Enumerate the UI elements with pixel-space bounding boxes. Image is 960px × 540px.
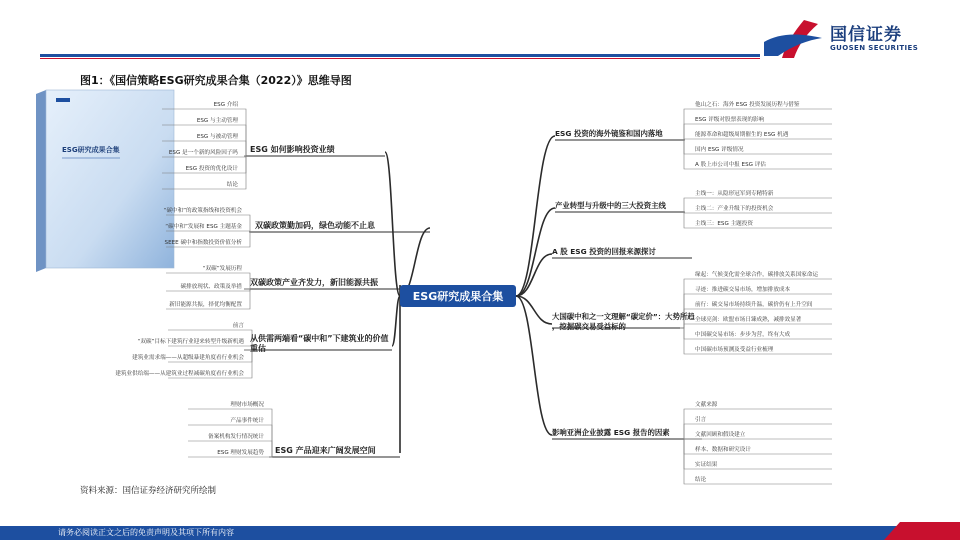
leaf-link-left-4-0 [266, 409, 272, 457]
leaf-right-4-4: 实证结果 [695, 462, 718, 468]
leaf-left-4-2: 备案机构发行情况统计 [208, 434, 264, 440]
connector-right-4 [516, 296, 552, 435]
leaf-left-0-0: ESG 介绍 [213, 102, 238, 108]
leaf-link-right-0-0 [684, 109, 692, 140]
brand-name-en: GUOSEN SECURITIES [830, 44, 919, 52]
source-note: 资料来源：国信证券经济研究所绘制 [80, 486, 217, 496]
branch-left-label-1: 双碳政策勤加码，绿色动能不止息 [255, 221, 375, 230]
connector-left-3 [392, 296, 400, 346]
leaf-link-right-1-2 [684, 212, 692, 228]
mind-map [0, 88, 960, 490]
leaf-left-0-3: ESG 是一个新的风险因子吗 [168, 150, 238, 156]
header-divider [40, 54, 760, 57]
leaf-right-3-0: 缘起：气候变化需全球合作，碳排放关系国家命运 [695, 272, 819, 278]
leaf-left-4-3: ESG 理财发展趋势 [217, 450, 264, 456]
leaf-left-2-2: 新旧能源共振，择优均衡配置 [169, 302, 242, 308]
branch-right-label-1: 产业转型与升级中的三大投资主线 [555, 201, 666, 210]
branch-right-label-2: A 股 ESG 投资的回报来源探讨 [552, 247, 656, 256]
leaf-left-3-1: “双碳”目标下建筑行业迎来转型升级新机遇 [137, 339, 244, 345]
branch-right-label-0: ESG 投资的海外镜鉴和国内落地 [555, 129, 663, 138]
leaf-link-right-0-2 [684, 139, 692, 140]
leaf-right-1-2: 主线三：ESG 主题投资 [695, 221, 753, 227]
leaf-right-4-5: 结论 [695, 477, 707, 483]
leaf-left-3-0: 前言 [232, 323, 244, 329]
leaf-left-2-1: 碳排放现状、政策及举措 [180, 284, 242, 290]
mind-map-center [400, 285, 516, 307]
branch-right-label-4: 影响亚洲企业披露 ESG 报告的因素 [552, 428, 670, 437]
leaf-left-0-5: 结论 [226, 182, 238, 188]
leaf-link-right-1-1 [684, 212, 692, 213]
leaf-left-0-2: ESG 与被动管理 [196, 134, 238, 140]
leaf-left-3-2: 建筑业需求端——从超级暴建角度看行业机会 [132, 355, 244, 361]
branch-left-label-2: 双碳政策产业齐发力，新旧能源共振 [250, 278, 378, 287]
connector-left-0 [385, 152, 400, 296]
branch-left-label-0: ESG 如何影响投资业绩 [250, 145, 335, 154]
leaf-right-4-3: 样本、数据和研究设计 [695, 447, 751, 453]
leaf-right-0-0: 他山之石：海外 ESG 投资发展历程与借鉴 [695, 102, 800, 108]
leaf-left-4-1: 产品事件统计 [230, 418, 264, 424]
leaf-link-left-0-2 [240, 141, 246, 156]
leaf-left-1-1: “碳中和”发展和 ESG 主题基金 [165, 224, 242, 230]
leaf-right-4-1: 引言 [695, 417, 707, 423]
leaf-link-left-3-3 [244, 350, 252, 378]
leaf-link-left-0-5 [240, 156, 246, 189]
leaf-right-0-1: ESG 评级对股票表现的影响 [695, 117, 765, 123]
leaf-link-right-3-5 [680, 328, 692, 354]
leaf-right-0-2: 能源革命和超级周期催生的 ESG 机遇 [695, 132, 789, 138]
leaf-right-4-0: 文献来源 [695, 402, 718, 408]
center-node-label: ESG研究成果合集 [412, 290, 504, 303]
branch-left-label-3: 从供需两端看“碳中和”下建筑业的价值重估 [250, 334, 389, 353]
leaf-right-3-4: 中国碳交易市场：步步为营，终有大成 [695, 332, 791, 338]
leaf-right-3-5: 中国碳市场预测及受益行业梳理 [695, 347, 774, 353]
leaf-right-3-3: 全球亮剑：欧盟市场日臻成熟，减排效显著 [695, 317, 802, 323]
footer-disclaimer: 请务必阅读正文之后的免责声明及其项下所有内容 [58, 528, 234, 537]
leaf-link-right-3-1 [680, 294, 692, 328]
leaf-left-0-1: ESG 与主动管理 [196, 118, 238, 124]
leaf-link-right-0-4 [684, 140, 692, 169]
branch-left-label-4: ESG 产品迎来广阔发展空间 [275, 446, 376, 455]
header-divider-accent [40, 58, 760, 59]
leaf-right-0-3: 国内 ESG 评级情况 [695, 147, 744, 153]
book-cover-title: ESG研究成果合集 [62, 146, 120, 154]
brand-name-cn: 国信证券 [830, 25, 902, 45]
leaf-link-right-3-4 [680, 328, 692, 339]
leaf-link-left-0-4 [240, 156, 246, 173]
book-cover [36, 90, 174, 272]
leaf-link-right-0-1 [684, 124, 692, 140]
leaf-left-4-0: 理财市场概况 [230, 402, 264, 408]
leaf-left-1-0: “碳中和”的政策指线和投资机会 [163, 208, 242, 214]
footer-accent-shape [880, 522, 960, 540]
leaf-link-right-1-0 [684, 198, 692, 212]
leaf-right-3-2: 前行：碳交易市场持续升温，碳价仍有上升空间 [695, 302, 813, 308]
leaf-right-0-4: A 股上市公司中报 ESG 评估 [695, 162, 766, 168]
leaf-link-left-1-0 [244, 215, 250, 232]
leaf-left-2-0: “双碳”发展历程 [202, 266, 242, 272]
figure-title: 图1：《国信策略ESG研究成果合集（2022）》思维导图 [80, 74, 352, 87]
leaf-link-right-3-3 [680, 324, 692, 328]
leaf-right-1-0: 主线一：从隐形冠军到专精特新 [695, 191, 774, 197]
leaf-link-left-0-0 [240, 109, 246, 156]
leaf-link-left-2-2 [244, 289, 250, 309]
leaf-left-1-2: SEEE 碳中和指数投资价值分析 [164, 240, 242, 246]
leaf-link-left-4-2 [266, 441, 272, 457]
leaf-link-right-0-3 [684, 140, 692, 154]
leaf-right-3-1: 寻迹：推进碳交易市场，增加排放成本 [695, 287, 791, 293]
leaf-link-left-1-2 [244, 232, 250, 247]
leaf-left-0-4: ESG 投资的优化设计 [185, 166, 238, 172]
leaf-link-left-0-1 [240, 125, 246, 156]
leaf-right-4-2: 文献回顾和假设建立 [695, 432, 746, 438]
leaf-right-1-1: 主线二：产业升级下的投资机会 [695, 206, 774, 212]
branch-right-label-3: 大国碳中和之一文理解“碳定价”：大势所趋，挖掘碳交易受益标的 [552, 312, 695, 331]
leaf-left-3-3: 建筑业供给端——从建筑业过程减碳角度看行业机会 [115, 371, 244, 377]
